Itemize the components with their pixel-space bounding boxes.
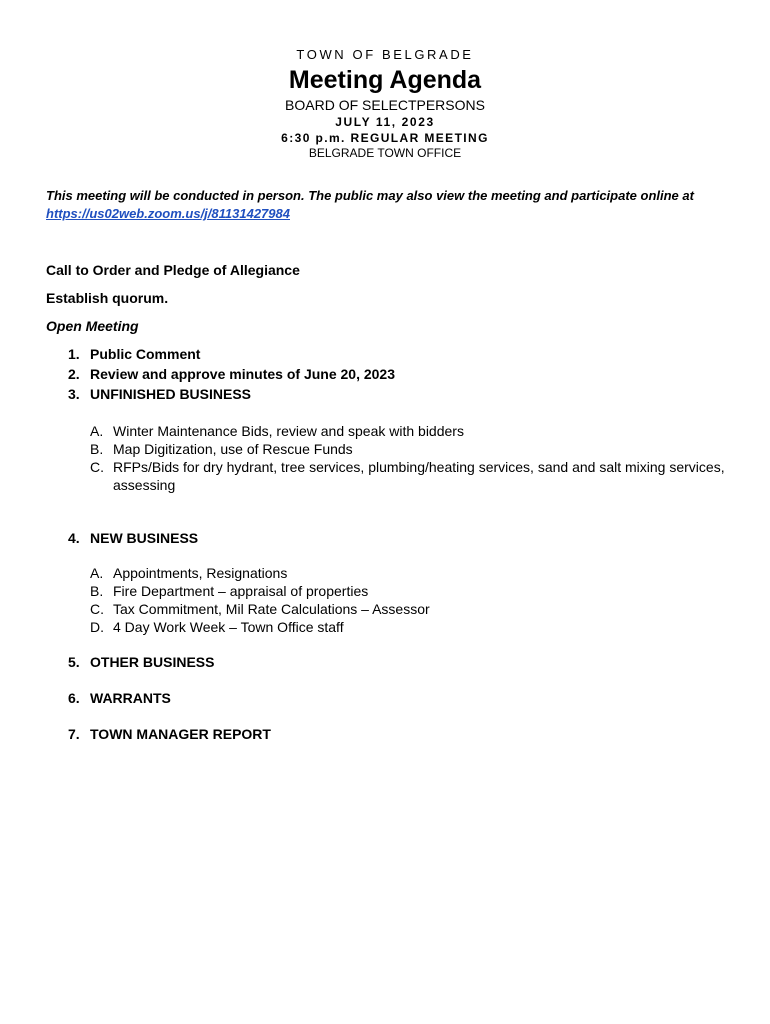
agenda-item-1	[68, 345, 200, 363]
notice-text: This meeting will be conducted in person. The public may also view the meeting and participate online at	[46, 188, 694, 203]
list-item-text: Fire Department – appraisal of properties	[113, 583, 369, 599]
list-item-letter: B.	[90, 441, 104, 457]
list-item-letter: C.	[90, 459, 104, 475]
list-item-text: 4 Day Work Week – Town Office staff	[113, 619, 344, 635]
agenda-item-number: 7.	[68, 726, 80, 742]
agenda-item-7	[68, 725, 271, 743]
agenda-item-number: 3.	[68, 386, 80, 402]
list-item-letter: A.	[90, 565, 104, 581]
list-item	[90, 422, 730, 440]
list-item	[90, 564, 730, 582]
list-item	[90, 458, 730, 494]
establish-quorum: Establish quorum.	[46, 290, 169, 306]
meeting-date: JULY 11, 2023	[335, 115, 435, 129]
agenda-item-number: 2.	[68, 366, 80, 382]
agenda-item-number: 5.	[68, 654, 80, 670]
zoom-link[interactable]: https://us02web.zoom.us/j/81131427984	[46, 206, 290, 221]
town-name: TOWN OF BELGRADE	[296, 47, 474, 62]
agenda-item-label: OTHER BUSINESS	[90, 654, 215, 670]
list-item-text: Tax Commitment, Mil Rate Calculations – Assessor	[113, 601, 430, 617]
list-item-text: Appointments, Resignations	[113, 565, 288, 581]
agenda-item-label: Public Comment	[90, 346, 201, 362]
agenda-item-number: 6.	[68, 690, 80, 706]
list-item-letter: D.	[90, 619, 104, 635]
agenda-header	[0, 46, 770, 161]
agenda-item-2	[68, 365, 395, 383]
agenda-item-number: 4.	[68, 530, 80, 546]
call-to-order: Call to Order and Pledge of Allegiance	[46, 262, 300, 278]
list-item-text: Winter Maintenance Bids, review and speak with bidders	[113, 423, 464, 439]
attendance-notice	[46, 187, 736, 223]
list-item-letter: C.	[90, 601, 104, 617]
agenda-item-number: 1.	[68, 346, 80, 362]
agenda-item-label: WARRANTS	[90, 690, 171, 706]
document-title: Meeting Agenda	[288, 66, 482, 94]
agenda-item-label: NEW BUSINESS	[90, 530, 199, 546]
agenda-item-label: Review and approve minutes of June 20, 2023	[90, 366, 395, 382]
agenda-item-label: UNFINISHED BUSINESS	[90, 386, 252, 402]
unfinished-business-list	[90, 422, 730, 494]
open-meeting-heading: Open Meeting	[46, 318, 139, 334]
list-item	[90, 600, 730, 618]
new-business-list	[90, 564, 730, 636]
list-item-letter: B.	[90, 583, 104, 599]
list-item-text: RFPs/Bids for dry hydrant, tree services, plumbing/heating services, sand and salt mixing services, assessing	[113, 459, 725, 493]
list-item	[90, 440, 730, 458]
list-item-text: Map Digitization, use of Rescue Funds	[113, 441, 353, 457]
agenda-item-5	[68, 653, 214, 671]
list-item-letter: A.	[90, 423, 104, 439]
meeting-location: BELGRADE TOWN OFFICE	[308, 146, 462, 160]
agenda-item-4	[68, 529, 198, 547]
list-item	[90, 618, 730, 636]
meeting-type: 6:30 p.m. REGULAR MEETING	[281, 131, 489, 145]
agenda-item-label: TOWN MANAGER REPORT	[90, 726, 271, 742]
agenda-item-3	[68, 385, 251, 403]
board-name: BOARD OF SELECTPERSONS	[285, 97, 485, 113]
agenda-item-6	[68, 689, 171, 707]
list-item	[90, 582, 730, 600]
